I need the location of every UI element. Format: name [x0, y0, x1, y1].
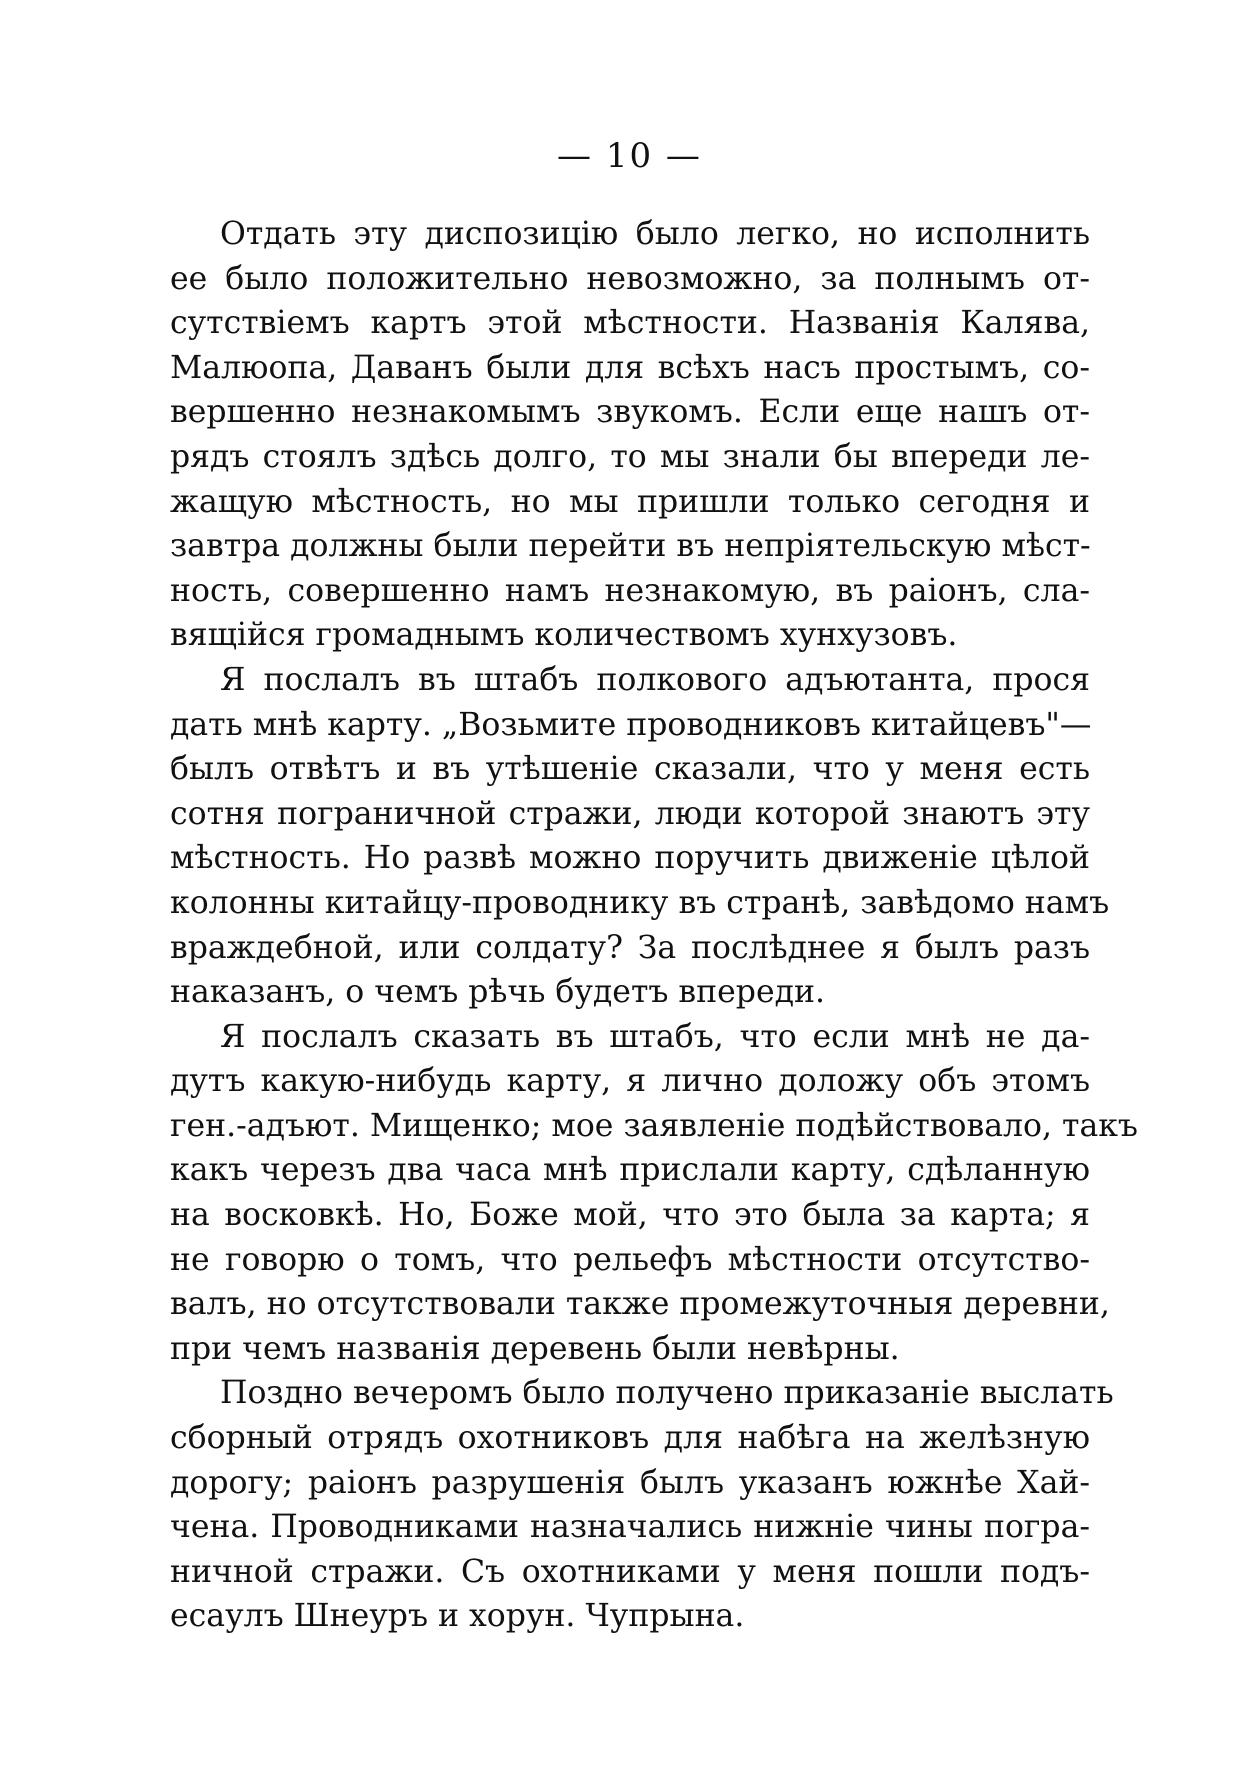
text-line: валъ, но отсутствовали также промежуточныя деревни, — [170, 1286, 1110, 1323]
text-line: вершенно незнакомымъ звукомъ. Если еще нашъ от- — [170, 394, 1090, 431]
text-line: ее было положительно невозможно, за полнымъ от- — [170, 260, 1090, 297]
text-line: есаулъ Шнеуръ и хорун. Чупрына. — [170, 1598, 745, 1635]
text-line: сотня пограничной стражи, люди которой знаютъ эту — [170, 795, 1090, 832]
text-line: жащую мѣстность, но мы пришли только сегодня и — [170, 483, 1090, 520]
text-line: ничной стражи. Съ охотниками у меня пошли подъ- — [170, 1553, 1090, 1590]
text-line: какъ черезъ два часа мнѣ прислали карту, сдѣланную — [170, 1152, 1090, 1189]
text-line: ген.-адъют. Мищенко; мое заявленіе подѣйствовало, такъ — [170, 1107, 1138, 1144]
text-line: завтра должны были перейти въ непріятельскую мѣст- — [170, 528, 1091, 565]
text-line: ность, совершенно намъ незнакомую, въ раіонъ, сла- — [170, 572, 1090, 609]
body-text — [170, 212, 1138, 1639]
text-line: Малюопа, Даванъ были для всѣхъ насъ простымъ, со- — [170, 349, 1090, 386]
text-line: чена. Проводниками назначались нижніе чины погра- — [170, 1509, 1090, 1546]
text-line: былъ отвѣтъ и въ утѣшеніе сказали, что у меня есть — [170, 751, 1090, 788]
text-line: дать мнѣ карту. „Возьмите проводниковъ китайцевъ"— — [170, 706, 1092, 743]
text-line: дутъ какую-нибудь карту, я лично доложу объ этомъ — [170, 1063, 1090, 1100]
page-number: — 10 — — [557, 136, 702, 176]
text-line: Отдать эту диспозицію было легко, но исполнить — [220, 216, 1090, 252]
text-line: дорогу; раіонъ разрушенія былъ указанъ южнѣе Хай- — [170, 1464, 1090, 1501]
text-line: колонны китайцу-проводнику въ странѣ, завѣдомо намъ — [170, 884, 1110, 921]
text-line: при чемъ названія деревень были невѣрны. — [170, 1330, 900, 1367]
text-line: наказанъ, о чемъ рѣчь будетъ впереди. — [170, 974, 826, 1011]
text-line: Я послалъ въ штабъ полкового адъютанта, прося — [220, 661, 1090, 698]
text-line: рядъ стоялъ здѣсь долго, то мы знали бы впереди ле- — [170, 438, 1090, 475]
text-line: сборный отрядъ охотниковъ для набѣга на желѣзную — [170, 1420, 1090, 1457]
text-line: враждебной, или солдату? За послѣднее я былъ разъ — [170, 929, 1090, 966]
text-line: Я послалъ сказать въ штабъ, что если мнѣ не да- — [220, 1018, 1090, 1055]
text-line: Поздно вечеромъ было получено приказаніе выслать — [220, 1375, 1114, 1412]
text-line: сутствіемъ картъ этой мѣстности. Названія Калява, — [170, 305, 1090, 342]
text-line: вящійся громаднымъ количествомъ хунхузовъ. — [170, 617, 958, 654]
text-line: мѣстность. Но развѣ можно поручить движеніе цѣлой — [170, 840, 1090, 877]
text-line: на восковкѣ. Но, Боже мой, что это была за карта; я — [170, 1197, 1090, 1234]
text-line: не говорю о томъ, что рельефъ мѣстности отсутство- — [170, 1241, 1090, 1278]
